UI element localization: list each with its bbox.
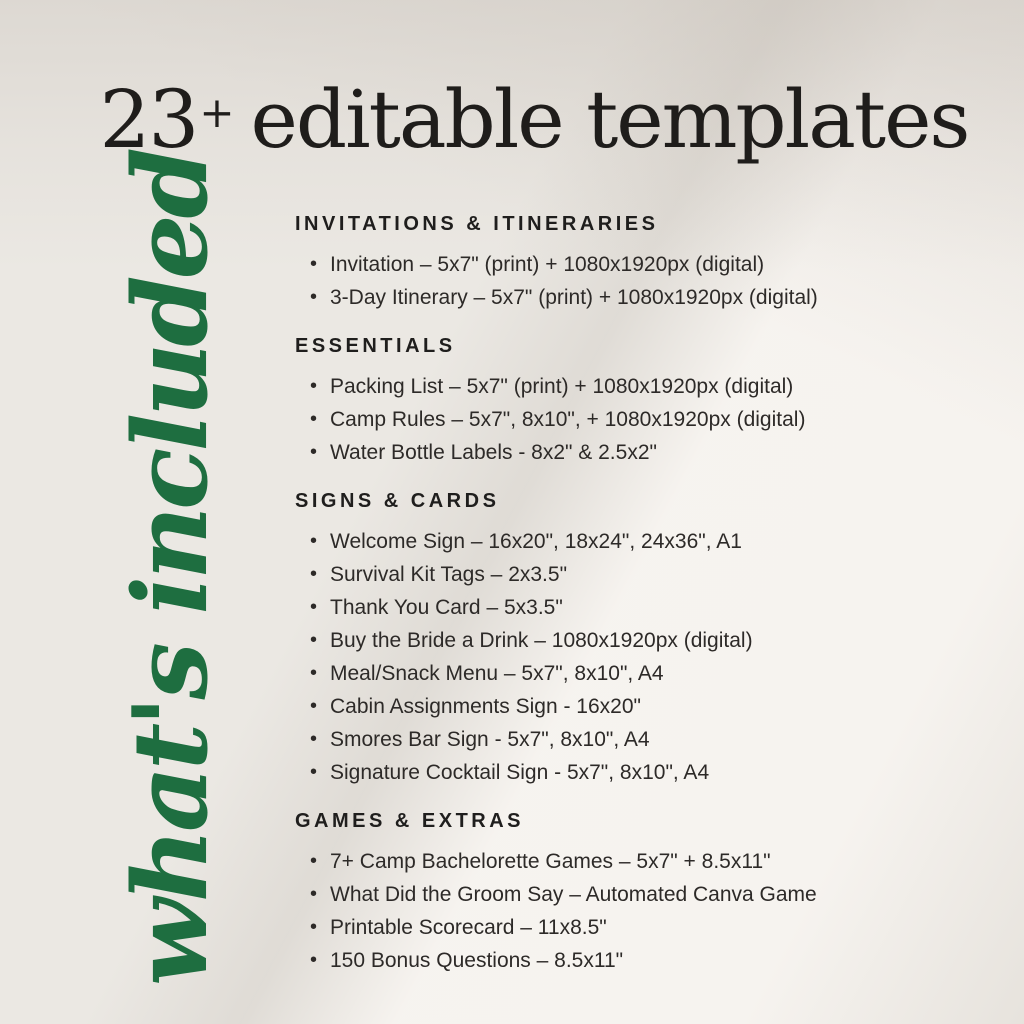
- list-item: [295, 248, 935, 281]
- title-text: editable templates: [250, 73, 969, 166]
- list-item: [295, 911, 935, 944]
- bullet-icon: •: [310, 375, 318, 397]
- bullet-icon: •: [310, 728, 318, 750]
- list-item-text: Invitation – 5x7" (print) + 1080x1920px (digital): [330, 253, 765, 276]
- list-item-text: Smores Bar Sign - 5x7", 8x10", A4: [330, 728, 650, 751]
- list-item-text: Signature Cocktail Sign - 5x7", 8x10", A4: [330, 761, 710, 784]
- list-item: [295, 403, 935, 436]
- title-plus-sign: +: [199, 88, 235, 137]
- list-item: [295, 845, 935, 878]
- list-item: [295, 525, 935, 558]
- bullet-icon: •: [310, 441, 318, 463]
- section-heading: INVITATIONS & ITINERARIES: [295, 213, 659, 235]
- list-item: [295, 878, 935, 911]
- section-heading: ESSENTIALS: [295, 335, 456, 357]
- section-heading: GAMES & EXTRAS: [295, 810, 525, 832]
- bullet-icon: •: [310, 286, 318, 308]
- list-item-text: 3-Day Itinerary – 5x7" (print) + 1080x1920px (digital): [330, 286, 818, 309]
- vertical-script-label: what's included: [111, 151, 231, 986]
- list-item: [295, 370, 935, 403]
- bullet-icon: •: [310, 408, 318, 430]
- section-signs-cards: [295, 489, 935, 789]
- list-item: [295, 690, 935, 723]
- bullet-icon: •: [310, 949, 318, 971]
- list-item-text: Packing List – 5x7" (print) + 1080x1920px (digital): [330, 375, 794, 398]
- section-item-list: [295, 525, 935, 789]
- bullet-icon: •: [310, 761, 318, 783]
- bullet-icon: •: [310, 596, 318, 618]
- section-invitations-itineraries: [295, 212, 935, 314]
- bullet-icon: •: [310, 629, 318, 651]
- list-item-text: Water Bottle Labels - 8x2" & 2.5x2": [330, 441, 657, 464]
- list-item-text: Survival Kit Tags – 2x3.5": [330, 563, 568, 586]
- list-item: [295, 591, 935, 624]
- list-item-text: Cabin Assignments Sign - 16x20": [330, 695, 641, 718]
- list-item: [295, 657, 935, 690]
- list-item-text: Meal/Snack Menu – 5x7", 8x10", A4: [330, 662, 664, 685]
- section-item-list: [295, 845, 935, 977]
- list-item: [295, 558, 935, 591]
- bullet-icon: •: [310, 850, 318, 872]
- bullet-icon: •: [310, 253, 318, 275]
- list-item: [295, 624, 935, 657]
- list-item-text: Printable Scorecard – 11x8.5": [330, 916, 607, 939]
- title-number: 23: [99, 73, 198, 166]
- list-item-text: Buy the Bride a Drink – 1080x1920px (digital): [330, 629, 753, 652]
- list-item: [295, 944, 935, 977]
- list-item-text: What Did the Groom Say – Automated Canva Game: [330, 883, 817, 906]
- list-item-text: Welcome Sign – 16x20", 18x24", 24x36", A1: [330, 530, 742, 553]
- list-item-text: Camp Rules – 5x7", 8x10", + 1080x1920px (digital): [330, 408, 806, 431]
- section-item-list: [295, 248, 935, 314]
- bullet-icon: •: [310, 916, 318, 938]
- list-item-text: 150 Bonus Questions – 8.5x11": [330, 949, 624, 972]
- bullet-icon: •: [310, 662, 318, 684]
- bullet-icon: •: [310, 883, 318, 905]
- list-item: [295, 436, 935, 469]
- section-heading: SIGNS & CARDS: [295, 490, 500, 512]
- section-essentials: [295, 334, 935, 469]
- section-item-list: [295, 370, 935, 469]
- list-item-text: Thank You Card – 5x3.5": [330, 596, 563, 619]
- bullet-icon: •: [310, 563, 318, 585]
- bullet-icon: •: [310, 530, 318, 552]
- bullet-icon: •: [310, 695, 318, 717]
- list-item: [295, 756, 935, 789]
- list-item-text: 7+ Camp Bachelorette Games – 5x7" + 8.5x11": [330, 850, 771, 873]
- section-games-extras: [295, 809, 935, 977]
- list-item: [295, 723, 935, 756]
- included-items-list: [295, 212, 935, 997]
- list-item: [295, 281, 935, 314]
